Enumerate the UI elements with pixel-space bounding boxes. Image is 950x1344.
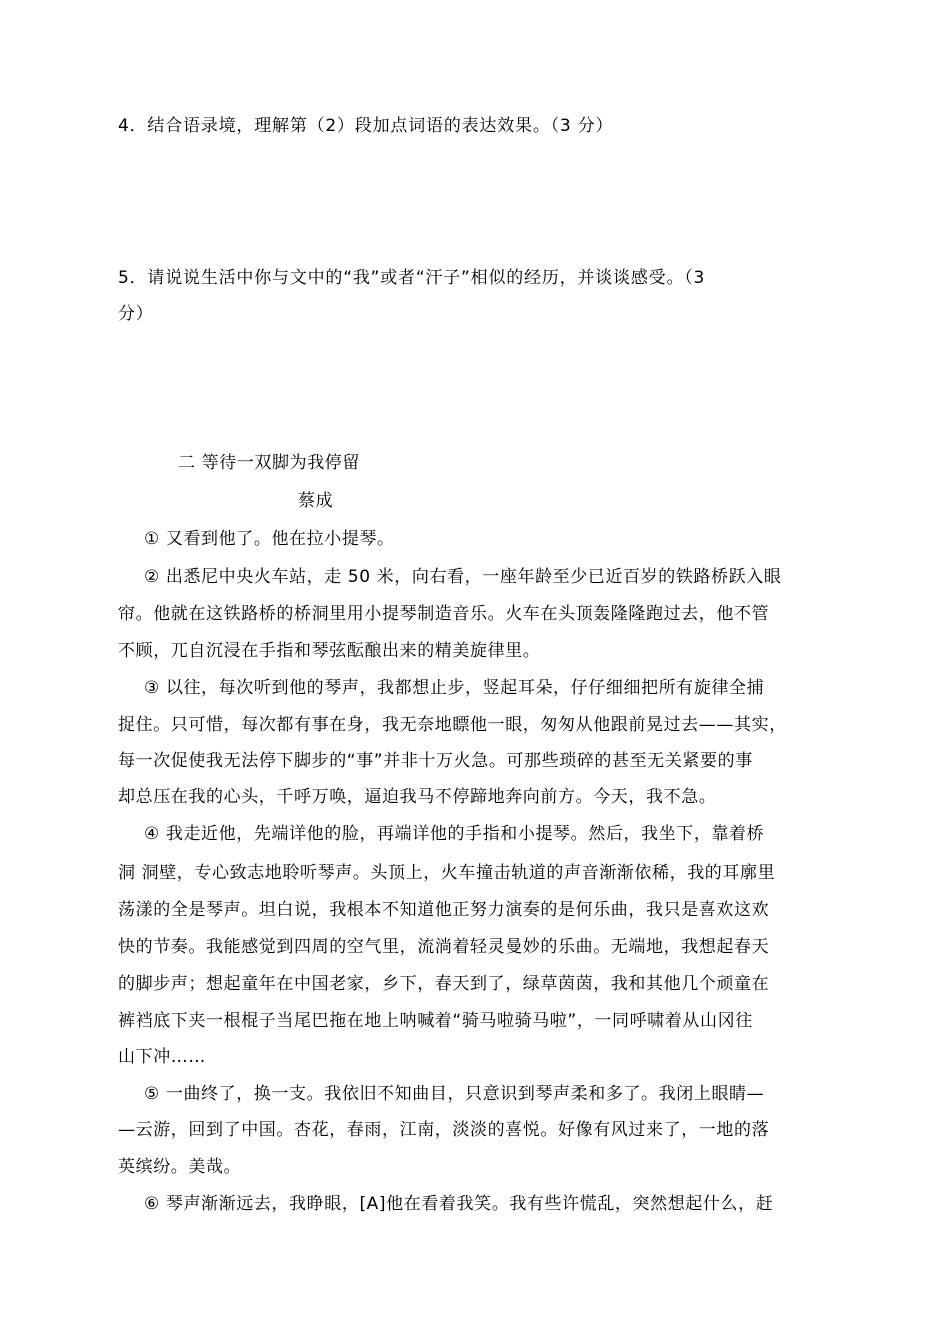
paragraph-5-line: —云游，回到了中国。杏花，春雨，江南，淡淡的喜悦。好像有风过来了，一地的落: [118, 1120, 770, 1140]
paragraph-4-line: 快的节奏。我能感觉到四周的空气里，流淌着轻灵曼妙的乐曲。无端地，我想起春天: [118, 937, 770, 957]
paragraph-4-line: 洞 洞壁，专心致志地聆听琴声。头顶上，火车撞击轨道的声音渐渐依稀，我的耳廓里: [118, 863, 776, 883]
paragraph-4-line: 的脚步声；想起童年在中国老家，乡下，春天到了，绿草茵茵，我和其他几个顽童在: [118, 974, 770, 994]
article-title: 二 等待一双脚为我停留: [178, 453, 361, 473]
paragraph-3-line: 却总压在我的心头，千呼万唤，逼迫我马不停蹄地奔向前方。今天，我不急。: [118, 787, 717, 807]
article-author: 蔡成: [298, 491, 334, 511]
question-4: 4．结合语录境，理解第（2）段加点词语的表达效果。（3 分）: [118, 116, 614, 136]
paragraph-4-line: 山下冲……: [118, 1047, 206, 1067]
question-5-line-1: 5．请说说生活中你与文中的“我”或者“汗子”相似的经历，并谈谈感受。（3: [118, 268, 706, 288]
paragraph-3-line: 捉住。只可惜，每次都有事在身，我无奈地瞟他一眼，匆匆从他跟前晃过去——其实，: [118, 715, 787, 735]
paragraph-5-line: ⑤ 一曲终了，换一支。我依旧不知曲目，只意识到琴声柔和多了。我闭上眼睛—: [144, 1084, 765, 1104]
paragraph-4-line: 裤裆底下夹一根棍子当尾巴拖在地上呐喊着“骑马啦骑马啦”，一同呼啸着从山冈往: [118, 1011, 753, 1031]
paragraph-4-line: 荡漾的全是琴声。坦白说，我根本不知道他正努力演奏的是何乐曲，我只是喜欢这欢: [118, 900, 770, 920]
paragraph-2-line: 帘。他就在这铁路桥的桥洞里用小提琴制造音乐。火车在头顶轰隆隆跑过去，他不管: [118, 604, 770, 624]
paragraph-1-line: ① 又看到他了。他在拉小提琴。: [144, 529, 395, 549]
paragraph-6-line: ⑥ 琴声渐渐远去，我睁眼，[A]他在看着我笑。我有些许慌乱，突然想起什么，赶: [144, 1194, 774, 1214]
paragraph-5-line: 英缤纷。美哉。: [118, 1157, 242, 1177]
paragraph-4-line: ④ 我走近他，先端详他的脸，再端详他的手指和小提琴。然后，我坐下，靠着桥: [144, 824, 765, 844]
paragraph-2-line: 不顾，兀自沉浸在手指和琴弦酝酿出来的精美旋律里。: [118, 641, 541, 661]
paragraph-2-line: ② 出悉尼中央火车站，走 50 米，向右看，一座年龄至少已近百岁的铁路桥跃入眼: [144, 567, 782, 587]
paragraph-3-line: 每一次促使我无法停下脚步的“事”并非十万火急。可那些琐碎的甚至无关紧要的事: [118, 751, 753, 771]
paragraph-3-line: ③ 以往，每次听到他的琴声，我都想止步，竖起耳朵，仔仔细细把所有旋律全捕: [144, 678, 765, 698]
question-5-line-2: 分）: [118, 304, 154, 324]
